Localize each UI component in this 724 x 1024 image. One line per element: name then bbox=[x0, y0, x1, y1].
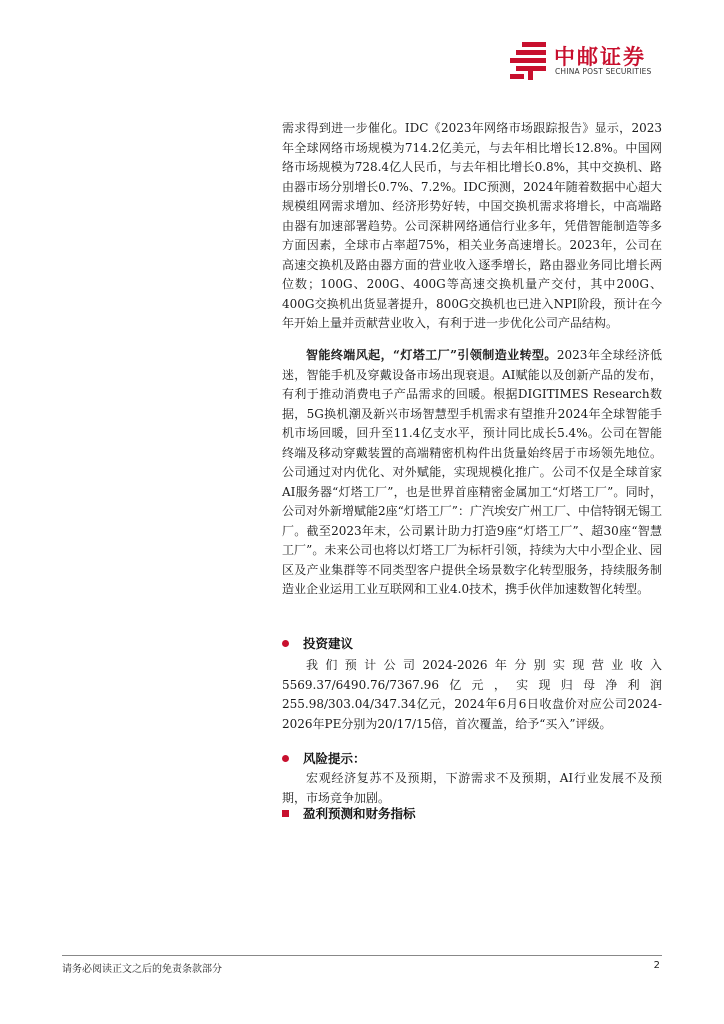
bullet-square-icon bbox=[282, 810, 289, 817]
logo-english-name: CHINA POST SECURITIES bbox=[555, 67, 652, 76]
bullet-dot-icon bbox=[282, 755, 289, 762]
footer-disclaimer: 请务必阅读正文之后的免责条款部分 bbox=[62, 964, 222, 975]
forecast-heading bbox=[282, 804, 416, 822]
risk-heading bbox=[282, 749, 366, 767]
forecast-heading-label: 盈利预测和财务指标 bbox=[303, 806, 416, 821]
logo-chinese-name: 中邮证券 bbox=[554, 45, 646, 69]
china-post-logo-icon bbox=[508, 40, 548, 80]
paragraph-lead: 智能终端风起，“灯塔工厂”引领制造业转型。 bbox=[306, 348, 557, 362]
investment-text: 我们预计公司2024-2026年分别实现营业收入5569.37/6490.76/7367.96亿元，实现归母净利润255.98/303.04/347.34亿元，2024年6月6日收盘价对应公司2024-2026年PE分别为20/17/15倍，首次覆盖，给予“买入”评级。 bbox=[282, 658, 662, 731]
investment-heading-label: 投资建议 bbox=[303, 636, 354, 651]
page-number: 2 bbox=[653, 960, 660, 971]
investment-heading bbox=[282, 634, 353, 652]
bullet-dot-icon bbox=[282, 640, 289, 647]
risk-text: 宏观经济复苏不及预期，下游需求不及预期，AI行业发展不及预期，市场竞争加剧。 bbox=[282, 771, 662, 805]
paragraph-network-market: 需求得到进一步催化。IDC《2023年网络市场跟踪报告》显示，2023年全球网络市场规模为714.2亿美元，与去年相比增长12.8%。中国网络市场规模为728.4亿人民币，与去年相比增长0.8%，其中交换机、路由器市场分别增长0.7%、7.2%。IDC预测，2024年随着数据中心超大规模组网需求增加、经济形势好转，中国交换机需求将增长，中高端路由器有加速部署趋势。公司深耕网络通信行业多年，凭借智能制造等多方面因素，全球市占率超75%，相关业务高速增长。2023年，公司在高速交换机及路由器方面的营业收入逐季增长，路由器业务同比增长两位数；100G、200G、400G等高速交换机量产交付，其中200G、400G交换机出货显著提升，800G交换机也已进入NPI阶段，预计在今年开始上量并贡献营业收入，有利于进一步优化公司产品结构。 bbox=[282, 121, 662, 330]
risk-heading-label: 风险提示： bbox=[303, 751, 366, 766]
company-logo bbox=[508, 38, 668, 84]
footer-divider bbox=[62, 955, 662, 956]
paragraph-smart-terminal bbox=[282, 346, 662, 600]
paragraph-body: 2023年全球经济低迷，智能手机及穿戴设备市场出现衰退。AI赋能以及创新产品的发布，有利于推动消费电子产品需求的回暖。根据DIGITIMES Research数据，5G换机潮及新兴市场智慧型手机需求有望推升2024年全球智能手机市场回暖，回升至11.4亿支水平，预计同比成长5.4%。公司在智能终端及移动穿戴装置的高端精密机构件出货量始终居于市场领先地位。公司通过对内优化、对外赋能，实现规模化推广。公司不仅是全球首家AI服务器“灯塔工厂”，也是世界首座精密金属加工“灯塔工厂”。同时，公司对外新增赋能2座“灯塔工厂”：广汽埃安广州工厂、中信特钢无锡工厂。截至2023年末，公司累计助力打造9座“灯塔工厂”、超30座“智慧工厂”。未来公司也将以灯塔工厂为标杆引领，持续为大中小型企业、园区及产业集群等不同类型客户提供全场景数字化转型服务，持续服务制造业企业运用工业互联网和工业4.0技术，携手伙伴加速数智化转型。 bbox=[282, 348, 663, 596]
